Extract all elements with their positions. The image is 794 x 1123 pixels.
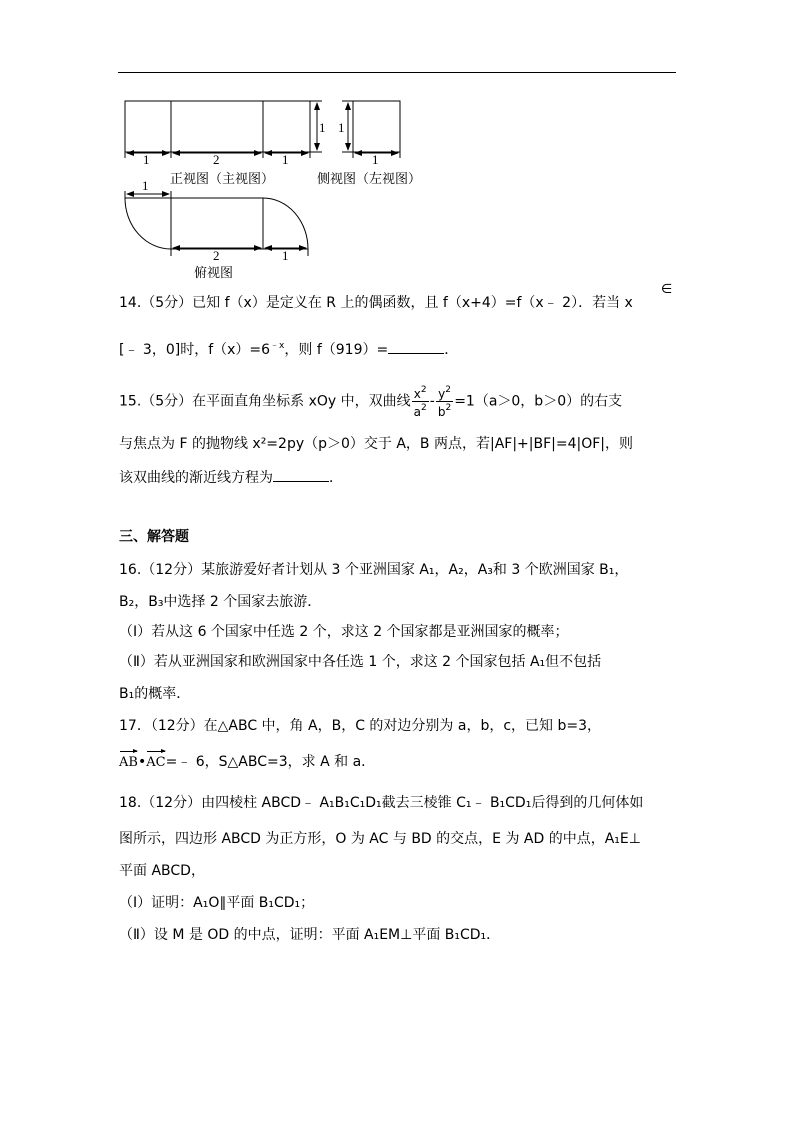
- dim-label: 1: [372, 152, 379, 167]
- front-view-caption: 正视图（主视图）: [170, 172, 275, 187]
- q16-line1: 16.（12分）某旅游爱好者计划从 3 个亚洲国家 A₁，A₂，A₃和 3 个欧洲国家 B₁，: [119, 562, 629, 578]
- side-view: [342, 101, 400, 158]
- vector-ab: AB: [119, 753, 138, 773]
- top-view: [125, 191, 308, 256]
- answer-blank: [388, 338, 444, 354]
- q18-line5: （Ⅱ）设 M 是 OD 的中点，证明：平面 A₁EM⊥平面 B₁CD₁．: [119, 927, 501, 943]
- q18-line4: （Ⅰ）证明：A₁O∥平面 B₁CD₁；: [119, 895, 315, 911]
- dim-label: 1: [143, 152, 150, 167]
- q16-line2: B₂，B₃中选择 2 个国家去旅游．: [119, 594, 322, 610]
- three-view-figure: [110, 90, 450, 285]
- q15-line3: 该双曲线的渐近线方程为 ．: [119, 466, 343, 488]
- q15-line2: 与焦点为 F 的抛物线 x²=2py（p＞0）交于 A，B 两点，若|AF|+|BF|=4|OF|，则: [119, 436, 634, 452]
- q17-line2: AB•AC=﹣ 6，S△ABC=3，求 A 和 a．: [119, 752, 375, 773]
- dim-label: 1: [319, 120, 326, 135]
- section-title: 三、解答题: [119, 529, 189, 545]
- q14-line1: 14.（5分）已知 f（x）是定义在 R 上的偶函数，且 f（x+4）=f（x﹣ 2）．若当 x: [119, 295, 633, 311]
- dim-label: 1: [282, 152, 289, 167]
- q16-line5: B₁的概率．: [119, 686, 191, 702]
- side-view-caption: 侧视图（左视图）: [317, 172, 422, 187]
- q16-line3: （Ⅰ）若从这 6 个国家中任选 2 个，求这 2 个国家都是亚洲国家的概率；: [119, 624, 569, 640]
- q17-line1: 17．（12分）在△ABC 中，角 A，B，C 的对边分别为 a，b，c，已知 b=3，: [119, 718, 602, 734]
- dim-label: 2: [213, 248, 220, 263]
- dim-label: 1: [142, 178, 149, 193]
- q18-line1: 18.（12分）由四棱柱 ABCD﹣ A₁B₁C₁D₁截去三棱锥 C₁﹣ B₁CD₁后得到的几何体如: [119, 795, 644, 811]
- dim-label: 1: [282, 248, 289, 263]
- q15-line1: 15.（5分）在平面直角坐标系 xOy 中，双曲线 $\frac{x^2}{a^2}$ - $\frac{y^2}{b^2}$ =1（a＞0，b＞0）的右支: [119, 385, 623, 419]
- q14-line2: [﹣ 3，0]时，$f(x)=6^{﹣x}$，则 f（919）= ．: [119, 336, 458, 360]
- dim-label: 2: [213, 152, 220, 167]
- dim-label: 1: [338, 120, 345, 135]
- q16-line4: （Ⅱ）若从亚洲国家和欧洲国家中各任选 1 个，求这 2 个国家包括 A₁但不包括: [119, 654, 602, 670]
- q18-line2: 图所示，四边形 ABCD 为正方形，O 为 AC 与 BD 的交点，E 为 AD 的中点，A₁E⊥: [119, 831, 641, 847]
- header-rule: [118, 72, 676, 73]
- top-view-caption: 俯视图: [194, 266, 234, 281]
- fraction-y2-b2: $\frac{y^2}{b^2}$: [437, 385, 452, 419]
- front-view: [125, 101, 322, 158]
- element-of-symbol: ∈: [661, 282, 673, 297]
- exponent: ﹣x: [270, 341, 285, 351]
- answer-blank: [273, 466, 329, 482]
- vector-ac: AC: [146, 753, 165, 773]
- fraction-x2-a2: $\frac{x^2}{a^2}$: [413, 385, 427, 419]
- q18-line3: 平面 ABCD，: [119, 863, 205, 879]
